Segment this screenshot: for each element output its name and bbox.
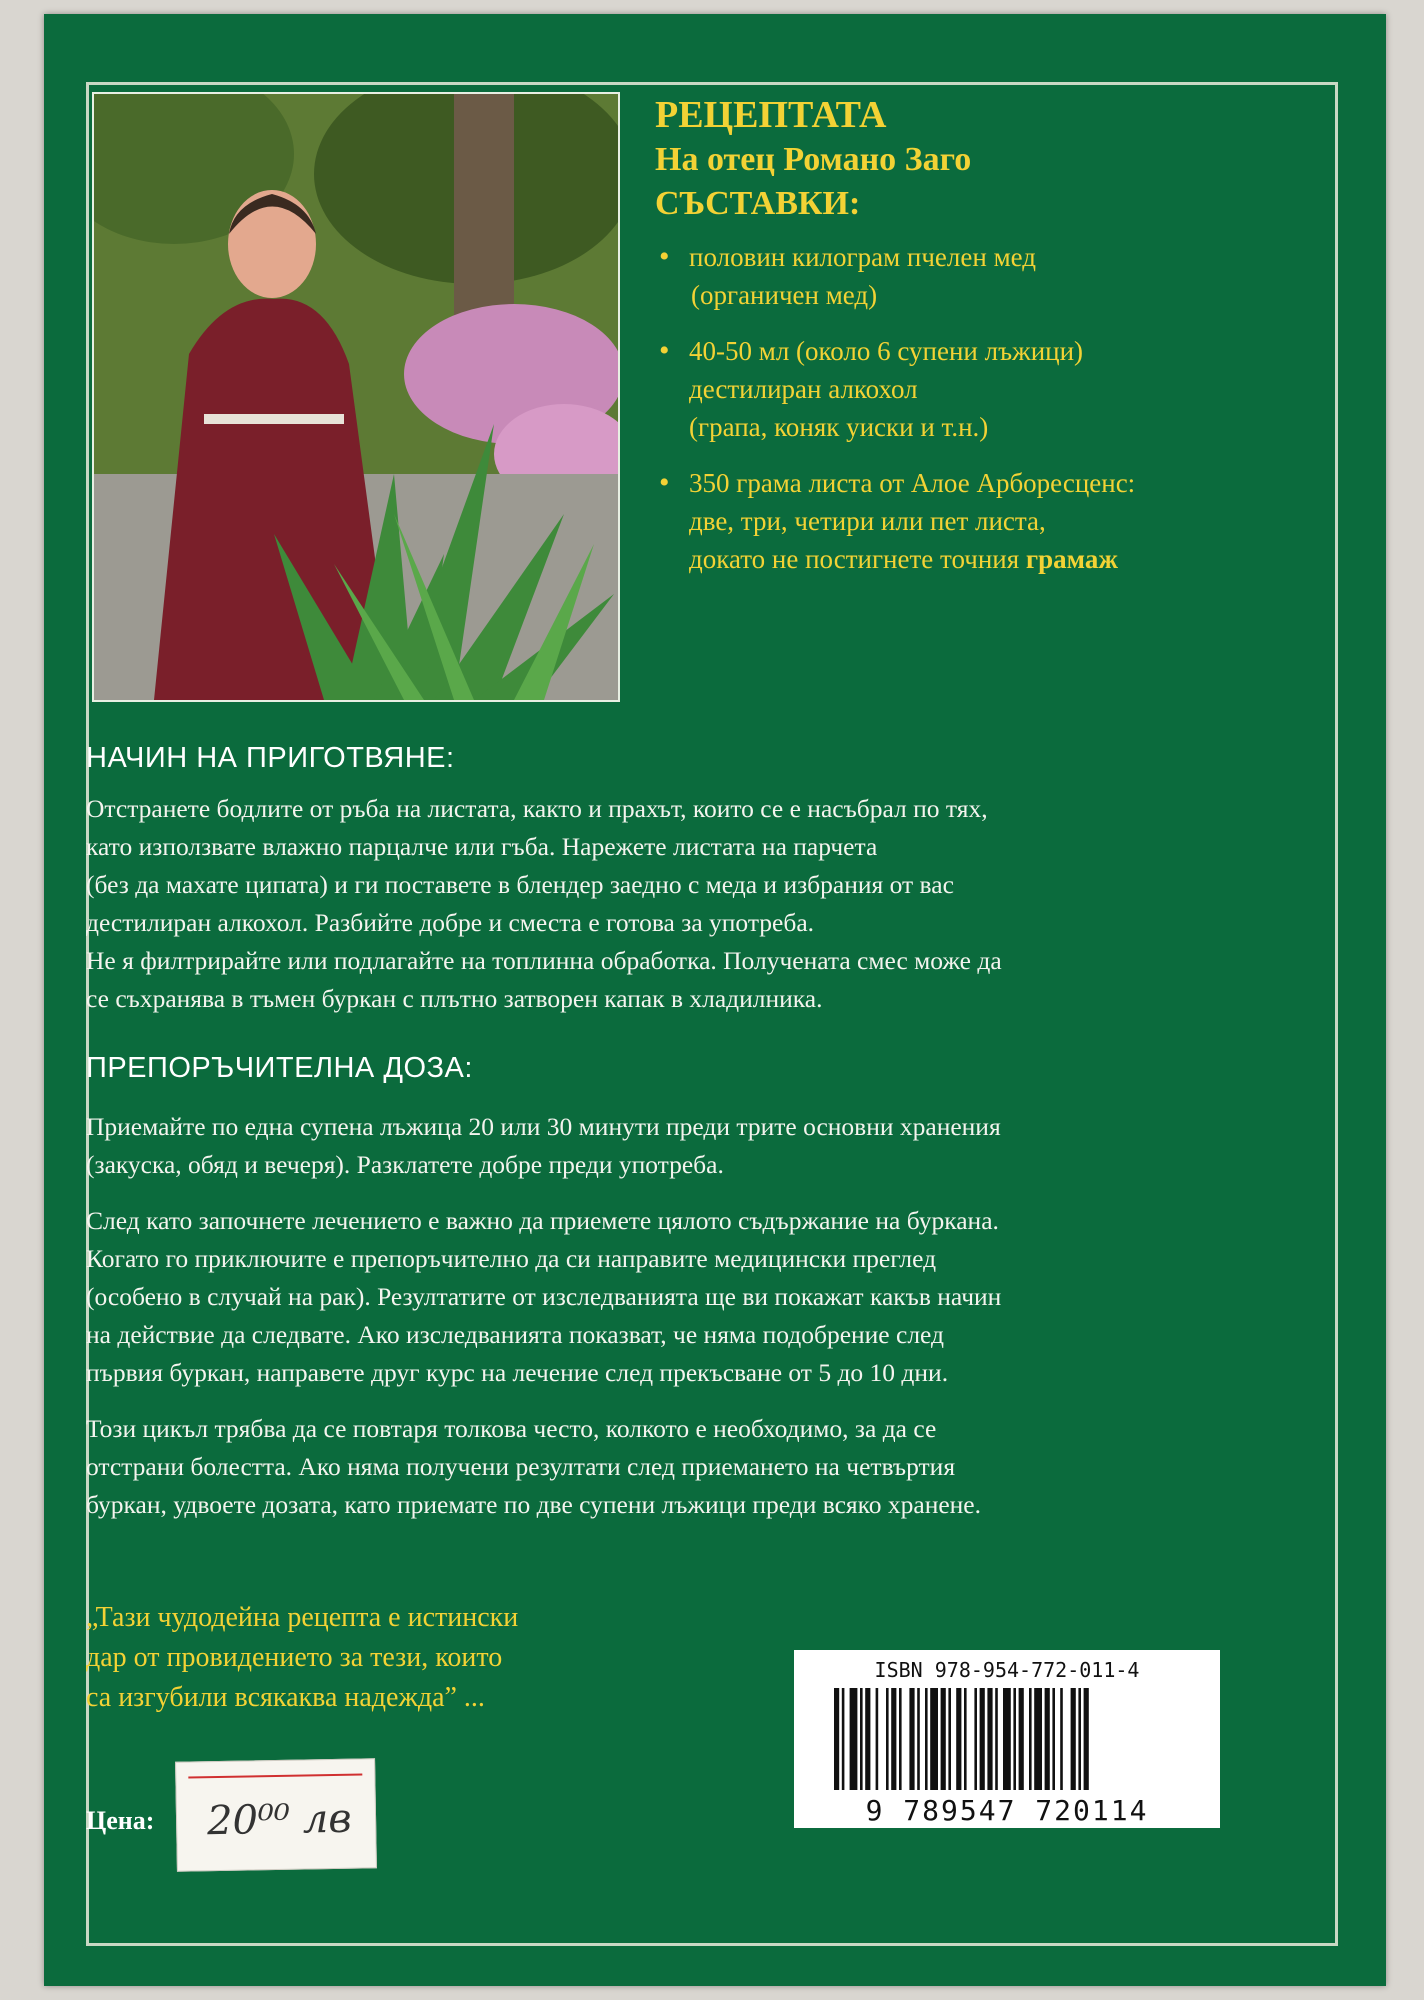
barcode-bar xyxy=(1052,1688,1055,1790)
quote-line: „Тази чудодейна рецепта е истински xyxy=(86,1602,519,1633)
barcode-bar xyxy=(964,1688,967,1790)
price-label: Цена: xyxy=(86,1806,155,1835)
barcode-bar xyxy=(941,1688,946,1790)
ingredient-emphasis: грамаж xyxy=(1025,544,1118,574)
barcode-bar xyxy=(850,1688,858,1790)
text-line: Отстранете бодлите от ръба на листата, както и прахът, които се е насъбрал по тях, xyxy=(86,794,988,823)
text-line: дестилиран алкохол. Разбийте добре и сместа е готова за употреба. xyxy=(86,908,815,937)
barcode-bar xyxy=(876,1688,879,1790)
list-item xyxy=(655,238,1295,314)
text-line: като използвате влажно парцалче или гъба. Нарежете листата на парчета xyxy=(86,832,878,861)
barcode-bar xyxy=(1029,1688,1032,1790)
preparation-heading: НАЧИН НА ПРИГОТВЯНЕ: xyxy=(86,742,455,774)
ingredient-line: • 40-50 мл (около 6 супени лъжици) xyxy=(689,336,1084,366)
barcode-digits: 9 789547 720114 xyxy=(865,1794,1149,1827)
barcode-bar xyxy=(1034,1688,1042,1790)
sticker-stripe xyxy=(188,1773,362,1778)
barcode-bar xyxy=(1019,1688,1024,1790)
text-line: буркан, удвоете дозата, като приемате по две супени лъжици преди всяко хранене. xyxy=(86,1490,982,1519)
barcode-bar xyxy=(956,1688,961,1790)
barcode-bar xyxy=(1003,1688,1011,1790)
text-line: (закуска, обяд и вечеря). Разклатете добре преди употреба. xyxy=(86,1150,724,1179)
barcode-bar xyxy=(886,1688,889,1790)
barcode-bar xyxy=(987,1688,992,1790)
barcode-bar xyxy=(860,1688,863,1790)
text-line: След като започнете лечението е важно да приемете цялото съдържание на буркана. xyxy=(86,1206,999,1235)
barcode-bar xyxy=(930,1688,938,1790)
barcode-bars xyxy=(834,1688,1190,1790)
barcode-bar xyxy=(1071,1688,1076,1790)
text-line: Когато го приключите е препоръчително да си направите медицински преглед xyxy=(86,1244,937,1273)
preparation-text xyxy=(86,790,1296,1036)
monk-in-garden-illustration xyxy=(94,94,618,700)
ingredients-block xyxy=(655,92,1295,596)
ingredient-line: • половин килограм пчелен мед xyxy=(689,242,1037,272)
barcode-bar xyxy=(865,1688,870,1790)
recipe-author: На отец Романо Заго xyxy=(655,141,972,178)
ingredients-list xyxy=(655,238,1295,578)
barcode-bar xyxy=(909,1688,914,1790)
barcode-bar xyxy=(1013,1688,1016,1790)
list-item xyxy=(655,332,1295,446)
barcode-bar xyxy=(1045,1688,1050,1790)
barcode-bar xyxy=(834,1688,839,1790)
quote-line: дар от провидението за тези, които xyxy=(86,1642,503,1673)
barcode-bar xyxy=(1060,1688,1063,1790)
price-value: 20⁰⁰ лв xyxy=(206,1795,352,1845)
list-item xyxy=(655,464,1295,578)
barcode-bar xyxy=(1084,1688,1089,1790)
isbn-barcode xyxy=(794,1650,1220,1828)
recipe-title: РЕЦЕПТАТА xyxy=(655,94,887,136)
text-line: Приемайте по една супена лъжица 20 или 30 минути преди трите основни хранения xyxy=(86,1112,1001,1141)
text-line: се съхранява в тъмен буркан с плътно затворен капак в хладилника. xyxy=(86,984,823,1013)
barcode-bar xyxy=(899,1688,902,1790)
barcode-bar xyxy=(1078,1688,1081,1790)
ingredient-line-text: докато не постигнете точния xyxy=(689,544,1026,574)
barcode-bar xyxy=(891,1688,896,1790)
barcode-bar xyxy=(980,1688,985,1790)
ingredient-line: две, три, четири или пет листа, xyxy=(689,506,1046,536)
dose-heading: ПРЕПОРЪЧИТЕЛНА ДОЗА: xyxy=(86,1052,473,1084)
barcode-bar xyxy=(995,1688,998,1790)
text-line: на действие да следвате. Ако изследванията показват, че няма подобрение след xyxy=(86,1320,944,1349)
testimonial-quote xyxy=(86,1598,646,1718)
text-line: Не я филтрирайте или подлагайте на топлинна обработка. Получената смес може да xyxy=(86,946,1002,975)
text-line: Този цикъл трябва да се повтаря толкова често, колкото е необходимо, за да се xyxy=(86,1414,937,1443)
author-photo xyxy=(92,92,620,702)
text-line: първия буркан, направете друг курс на лечение след прекъсване от 5 до 10 дни. xyxy=(86,1358,949,1387)
ingredient-line: (грапа, коняк уиски и т.н.) xyxy=(689,412,989,442)
price-sticker xyxy=(175,1758,377,1871)
ingredient-line: • 350 грама листа от Алое Арборесценс: xyxy=(689,468,1136,498)
quote-line: са изгубили всякаква надежда” ... xyxy=(86,1682,485,1713)
text-line: (особено в случай на рак). Резултатите от изследванията ще ви покажат какъв начин xyxy=(86,1282,1002,1311)
text-line: отстрани болестта. Ако няма получени резултати след приемането на четвъртия xyxy=(86,1452,956,1481)
isbn-number: ISBN 978-954-772-011-4 xyxy=(874,1658,1140,1682)
barcode-bar xyxy=(917,1688,920,1790)
ingredients-heading: СЪСТАВКИ: xyxy=(655,185,861,222)
barcode-bar xyxy=(842,1688,845,1790)
ingredient-line: (органичен мед) xyxy=(691,280,878,310)
barcode-bar xyxy=(925,1688,928,1790)
text-line: (без да махате ципата) и ги поставете в блендер заедно с меда и избрания от вас xyxy=(86,870,954,899)
ingredient-line: дестилиран алкохол xyxy=(689,374,918,404)
ingredient-line xyxy=(689,540,1295,578)
barcode-bar xyxy=(948,1688,951,1790)
barcode-bar xyxy=(974,1688,977,1790)
dose-text xyxy=(86,1108,1296,1542)
